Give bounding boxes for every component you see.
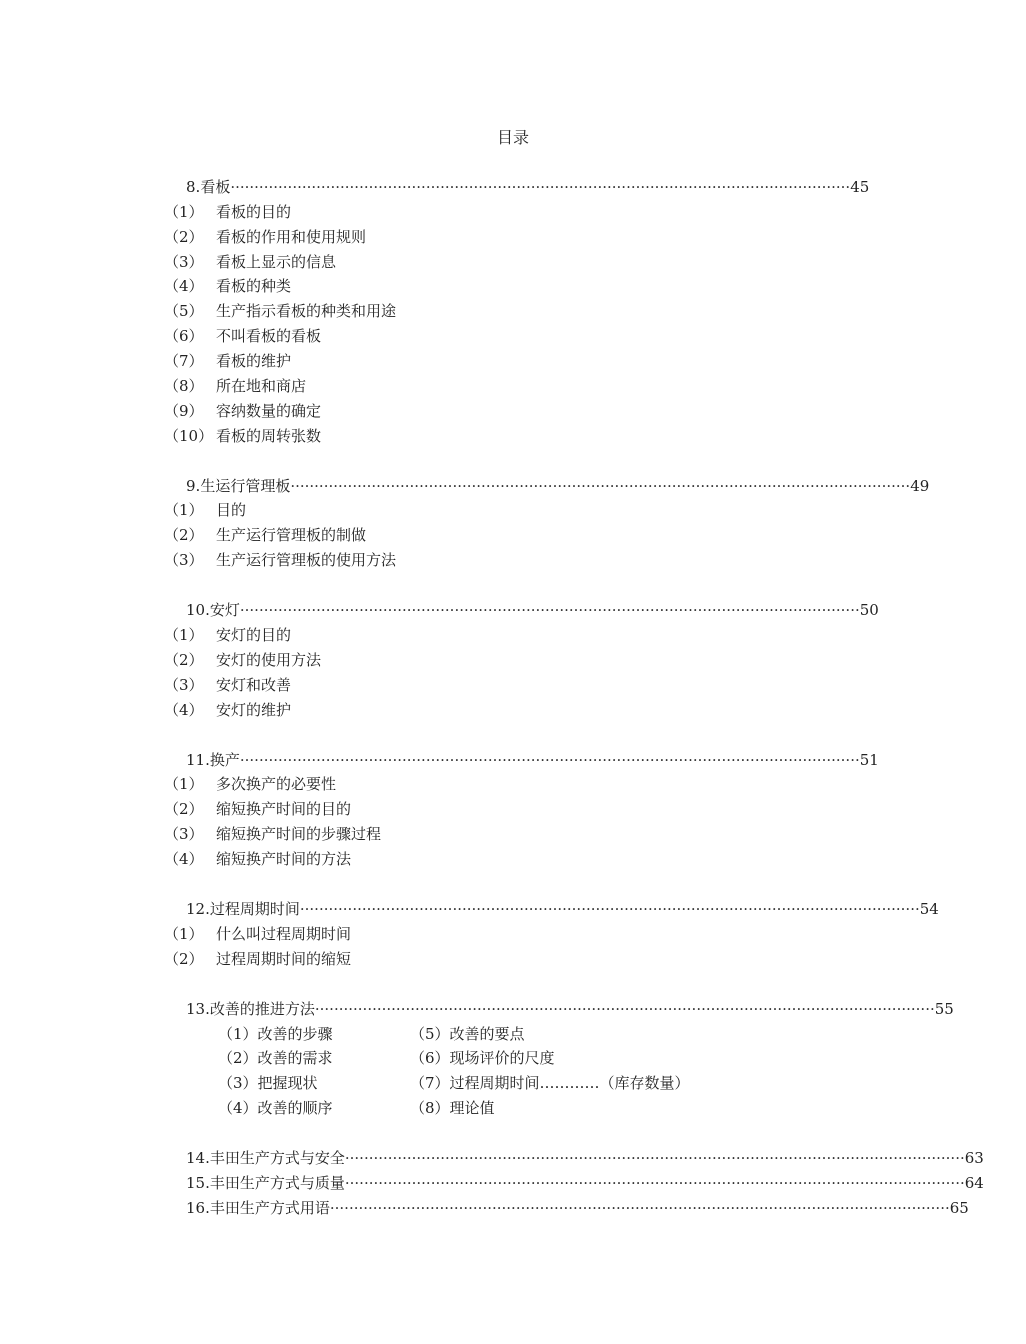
heading-text: 换产 (209, 751, 240, 769)
dot-leader: ·································································································································· (329, 1199, 950, 1217)
item-text: 安灯和改善 (216, 676, 292, 694)
item-text: 缩短换产时间的目的 (216, 800, 352, 818)
item-text: 安灯的维护 (216, 701, 292, 719)
item-text: 生产运行管理板的使用方法 (216, 551, 397, 569)
dot-leader: ·································································································································· (344, 1174, 965, 1192)
dot-leader: ·································································································································· (239, 751, 860, 769)
item-number: （1） (164, 501, 204, 519)
page-number: 51 (859, 751, 879, 769)
toc-grid-item[interactable]: （7）过程周期时间…………（库存数量） (410, 1074, 690, 1092)
item-text: 目的 (216, 501, 247, 519)
item-text: 看板的周转张数 (216, 427, 322, 445)
toc-item[interactable] (164, 924, 351, 944)
toc-grid-item[interactable]: （8）理论值 (410, 1099, 495, 1117)
heading-text: 安灯 (209, 601, 240, 619)
toc-item[interactable] (164, 301, 396, 321)
toc-item[interactable] (164, 525, 366, 545)
item-number: （4） (164, 277, 204, 295)
item-text: 多次换产的必要性 (216, 775, 337, 793)
item-number: （4） (164, 850, 204, 868)
item-number: （10） (164, 427, 214, 445)
toc-item[interactable] (164, 252, 336, 272)
heading-number: 15. (186, 1174, 210, 1192)
item-number: （1） (164, 775, 204, 793)
toc-grid-item[interactable]: （6）现场评价的尺度 (410, 1049, 555, 1067)
heading-text: 看板 (200, 178, 231, 196)
toc-heading-10[interactable] (186, 600, 879, 620)
toc-heading-9[interactable] (186, 476, 930, 496)
item-number: （1） (164, 925, 204, 943)
toc-item[interactable] (164, 326, 321, 346)
heading-number: 16. (186, 1199, 210, 1217)
page-number: 64 (964, 1174, 984, 1192)
toc-grid-item[interactable]: （4）改善的顺序 (218, 1099, 333, 1117)
heading-number: 10. (186, 601, 210, 619)
toc-item[interactable] (164, 625, 291, 645)
item-number: （2） (164, 651, 204, 669)
item-text: 安灯的目的 (216, 626, 292, 644)
toc-item[interactable] (164, 426, 321, 446)
item-number: （2） (164, 526, 204, 544)
item-number: （5） (164, 302, 204, 320)
toc-item[interactable] (164, 949, 351, 969)
heading-number: 11. (186, 751, 210, 769)
item-number: （3） (164, 825, 204, 843)
item-text: 缩短换产时间的方法 (216, 850, 352, 868)
heading-number: 13. (186, 1000, 210, 1018)
toc-item[interactable] (164, 774, 336, 794)
toc-item[interactable] (164, 824, 381, 844)
heading-text: 丰田生产方式用语 (209, 1199, 330, 1217)
toc-heading-12[interactable] (186, 899, 939, 919)
dot-leader: ·································································································································· (344, 1149, 965, 1167)
item-text: 看板上显示的信息 (216, 253, 337, 271)
heading-number: 9. (186, 477, 201, 495)
toc-grid-item[interactable]: （5）改善的要点 (410, 1025, 525, 1043)
item-number: （1） (164, 626, 204, 644)
item-number: （9） (164, 402, 204, 420)
item-text: 看板的维护 (216, 352, 292, 370)
page-number: 63 (964, 1149, 984, 1167)
item-text: 容纳数量的确定 (216, 402, 322, 420)
page-number: 45 (850, 178, 870, 196)
heading-text: 改善的推进方法 (209, 1000, 315, 1018)
item-number: （3） (164, 253, 204, 271)
page-number: 65 (949, 1199, 969, 1217)
item-number: （4） (164, 701, 204, 719)
toc-grid-item[interactable]: （2）改善的需求 (218, 1049, 333, 1067)
item-text: 安灯的使用方法 (216, 651, 322, 669)
toc-grid-item[interactable]: （1）改善的步骤 (218, 1025, 333, 1043)
toc-heading-13[interactable] (186, 999, 954, 1019)
dot-leader: ·································································································································· (230, 178, 851, 196)
item-number: （3） (164, 551, 204, 569)
item-number: （2） (164, 228, 204, 246)
item-text: 看板的种类 (216, 277, 292, 295)
item-text: 看板的作用和使用规则 (216, 228, 367, 246)
toc-heading-15[interactable] (186, 1173, 984, 1193)
item-text: 看板的目的 (216, 203, 292, 221)
toc-heading-16[interactable] (186, 1198, 969, 1218)
toc-item[interactable] (164, 650, 321, 670)
toc-item[interactable] (164, 675, 291, 695)
toc-item[interactable] (164, 227, 366, 247)
dot-leader: ·································································································································· (299, 900, 920, 918)
item-number: （1） (164, 203, 204, 221)
page-number: 54 (919, 900, 939, 918)
toc-item[interactable] (164, 376, 306, 396)
item-number: （8） (164, 377, 204, 395)
heading-number: 12. (186, 900, 210, 918)
item-text: 缩短换产时间的步骤过程 (216, 825, 382, 843)
item-text: 生产运行管理板的制做 (216, 526, 367, 544)
toc-heading-11[interactable] (186, 750, 879, 770)
page-number: 49 (910, 477, 930, 495)
toc-item[interactable] (164, 550, 396, 570)
item-number: （2） (164, 800, 204, 818)
item-number: （6） (164, 327, 204, 345)
toc-heading-14[interactable] (186, 1148, 984, 1168)
page-title: 目录 (496, 128, 529, 147)
toc-item[interactable] (164, 700, 291, 720)
dot-leader: ·································································································································· (239, 601, 860, 619)
toc-item[interactable] (164, 401, 321, 421)
item-number: （7） (164, 352, 204, 370)
toc-item[interactable] (164, 849, 351, 869)
item-number: （2） (164, 950, 204, 968)
toc-item[interactable] (164, 799, 351, 819)
dot-leader: ·································································································································· (314, 1000, 935, 1018)
toc-item[interactable] (164, 351, 291, 371)
item-number: （3） (164, 676, 204, 694)
item-text: 过程周期时间的缩短 (216, 950, 352, 968)
item-text: 所在地和商店 (216, 377, 307, 395)
toc-item[interactable] (164, 276, 291, 296)
item-text: 什么叫过程周期时间 (216, 925, 352, 943)
heading-text: 丰田生产方式与质量 (209, 1174, 345, 1192)
page-number: 50 (859, 601, 879, 619)
heading-number: 8. (186, 178, 201, 196)
heading-text: 丰田生产方式与安全 (209, 1149, 345, 1167)
heading-text: 生运行管理板 (200, 477, 291, 495)
item-text: 不叫看板的看板 (216, 327, 322, 345)
page-number: 55 (934, 1000, 954, 1018)
toc-item[interactable] (164, 500, 246, 520)
heading-number: 14. (186, 1149, 210, 1167)
heading-text: 过程周期时间 (209, 900, 300, 918)
toc-item[interactable] (164, 202, 291, 222)
toc-grid-item[interactable]: （3）把握现状 (218, 1074, 318, 1092)
toc-heading-8[interactable] (186, 177, 870, 197)
dot-leader: ·································································································································· (290, 477, 911, 495)
item-text: 生产指示看板的种类和用途 (216, 302, 397, 320)
